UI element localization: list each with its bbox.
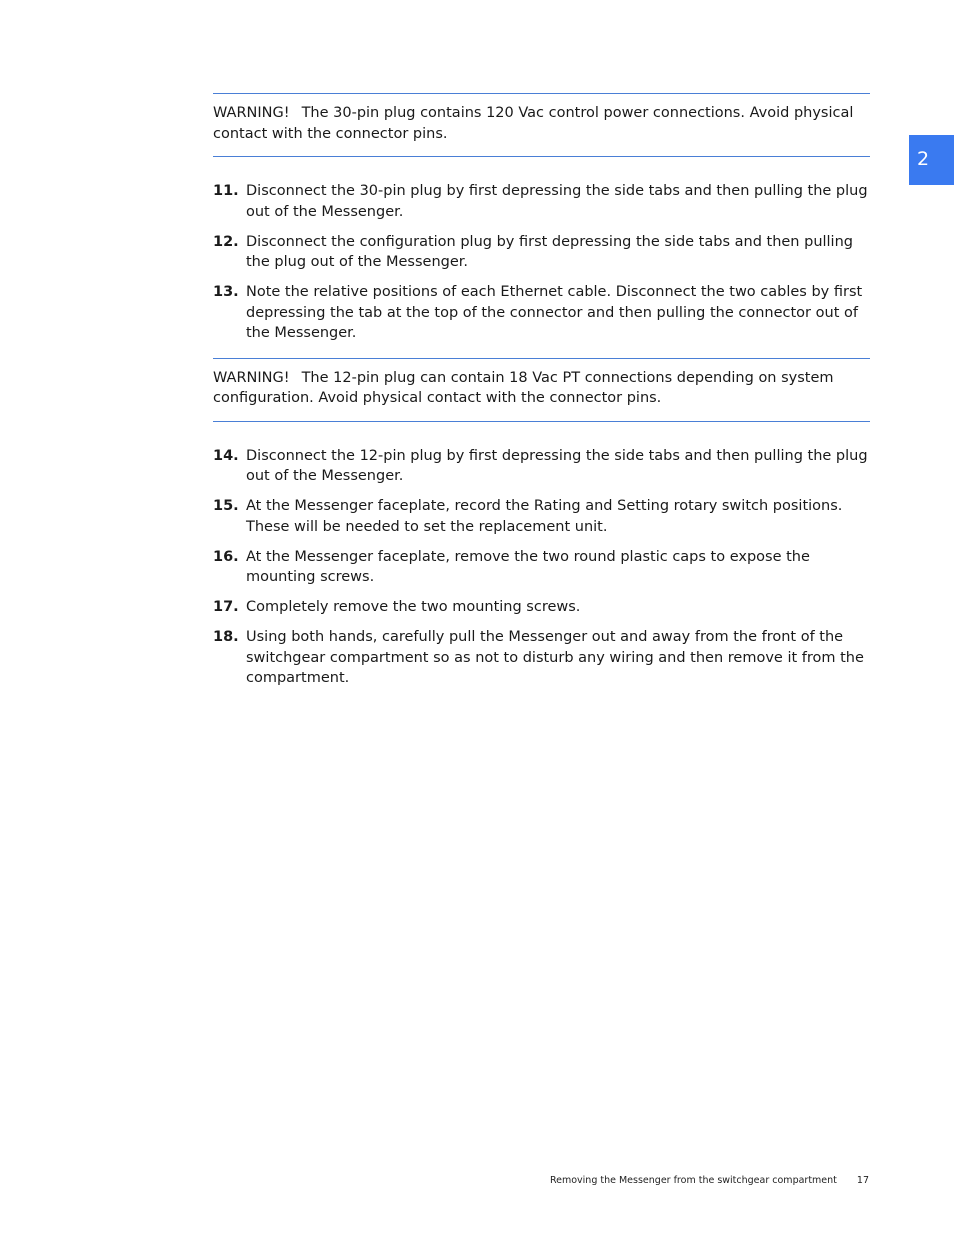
step-text: Disconnect the configuration plug by first depressing the side tabs and then pulling the plug out of the Messenger. bbox=[246, 233, 853, 270]
step-text: Disconnect the 30-pin plug by first depressing the side tabs and then pulling the plug out of the Messenger. bbox=[246, 183, 868, 220]
list-item bbox=[213, 282, 870, 344]
step-text: Note the relative positions of each Ethernet cable. Disconnect the two cables by first depressing the tab at the top of the connector and then pulling the connector out of the Messenger. bbox=[246, 284, 863, 341]
step-number: 11. bbox=[213, 183, 239, 199]
step-number: 17. bbox=[213, 599, 239, 615]
step-text: Disconnect the 12-pin plug by first depressing the side tabs and then pulling the plug out of the Messenger. bbox=[246, 447, 868, 484]
list-item bbox=[213, 627, 870, 689]
step-list-2 bbox=[213, 446, 870, 689]
footer-section-title: Removing the Messenger from the switchgear compartment bbox=[549, 1175, 837, 1186]
step-list-1 bbox=[213, 181, 870, 344]
page-footer bbox=[550, 1175, 869, 1186]
list-item bbox=[213, 597, 870, 618]
step-text: Completely remove the two mounting screws. bbox=[246, 599, 581, 615]
list-item bbox=[213, 496, 870, 537]
step-text: At the Messenger faceplate, record the Rating and Setting rotary switch positions. These will be needed to set the replacement unit. bbox=[246, 498, 843, 535]
step-number: 15. bbox=[213, 498, 239, 514]
step-number: 16. bbox=[213, 548, 239, 565]
page-number: 17 bbox=[856, 1175, 869, 1186]
step-number: 12. bbox=[213, 233, 239, 250]
warning-label: WARNING! bbox=[213, 369, 290, 386]
step-text: At the Messenger faceplate, remove the two round plastic caps to expose the mounting screws. bbox=[246, 548, 810, 585]
list-item bbox=[213, 181, 870, 222]
step-text: Using both hands, carefully pull the Messenger out and away from the front of the switchgear compartment so as not to disturb any wiring and then remove it from the compartment. bbox=[246, 629, 864, 686]
warning-box-1 bbox=[213, 93, 870, 157]
list-item bbox=[213, 547, 870, 588]
warning-label: WARNING! bbox=[213, 105, 290, 121]
warning-box-2 bbox=[213, 358, 870, 422]
chapter-number: 2 bbox=[917, 148, 930, 170]
warning-text: The 12-pin plug can contain 18 Vac PT connections depending on system configuration. Avoid physical contact with the connector pins. bbox=[213, 369, 834, 406]
chapter-tab bbox=[909, 135, 954, 185]
warning-text: The 30-pin plug contains 120 Vac control power connections. Avoid physical contact with the connector pins. bbox=[213, 105, 854, 142]
step-number: 14. bbox=[213, 447, 239, 464]
step-number: 18. bbox=[213, 629, 239, 645]
list-item bbox=[213, 446, 870, 487]
step-number: 13. bbox=[213, 284, 239, 300]
page-content bbox=[213, 93, 870, 698]
list-item bbox=[213, 232, 870, 273]
